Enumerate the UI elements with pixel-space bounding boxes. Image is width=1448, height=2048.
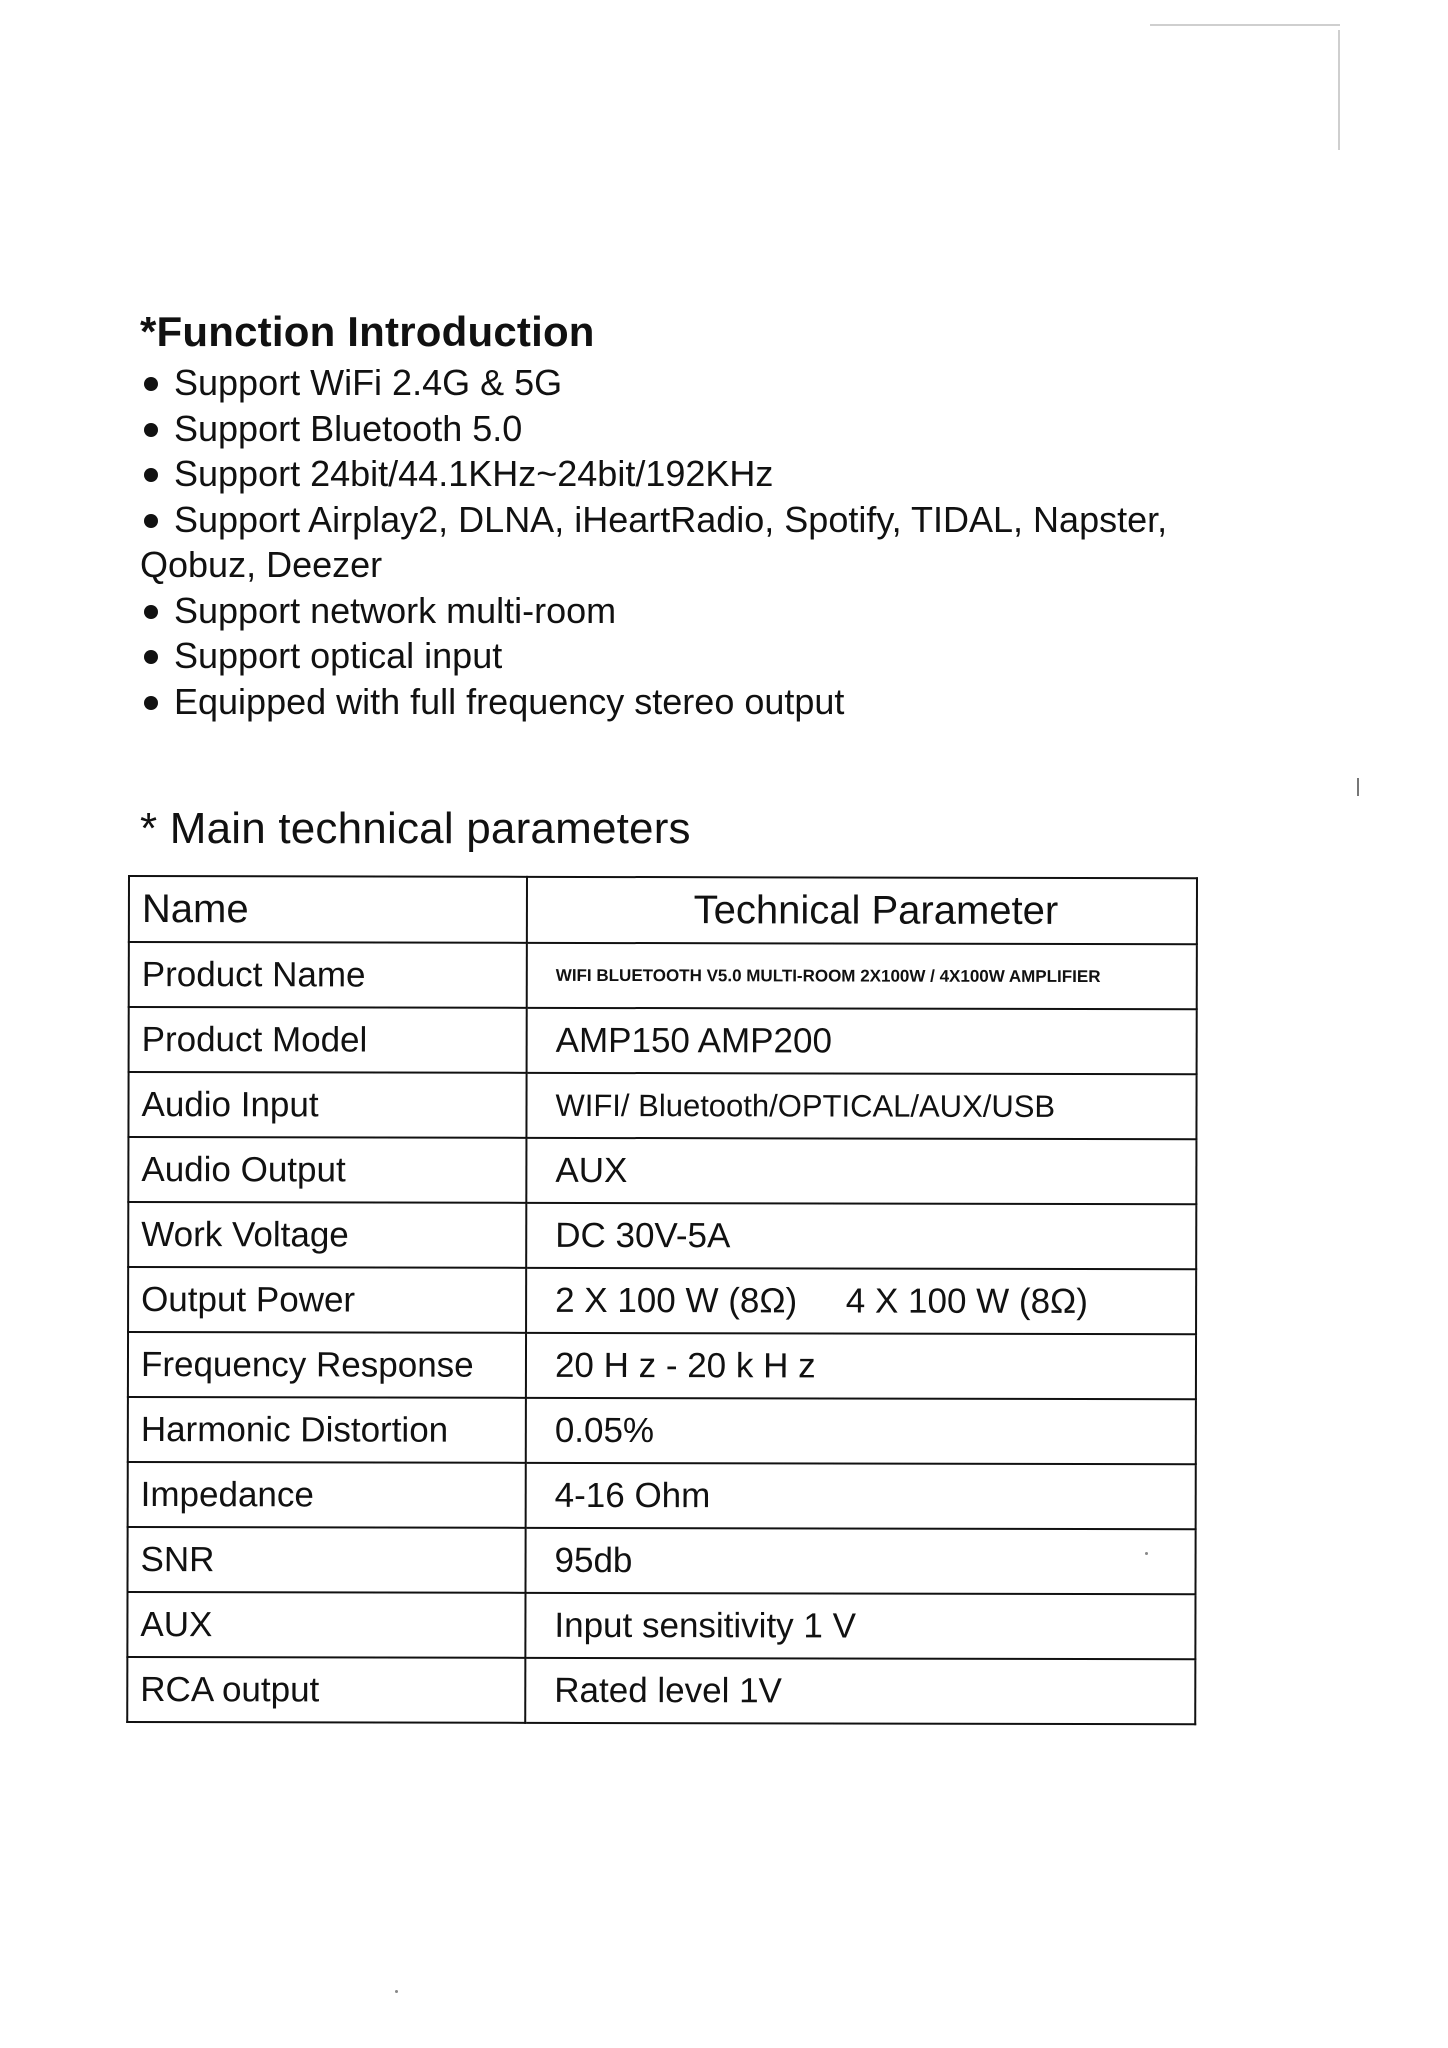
bullet-icon xyxy=(144,696,158,710)
feature-item: Support Airplay2, DLNA, iHeartRadio, Spotify, TIDAL, Napster, xyxy=(140,497,1260,543)
param-name: Product Model xyxy=(129,1007,527,1073)
table-row xyxy=(127,1527,1195,1594)
feature-list xyxy=(140,360,1260,724)
feature-item: Support WiFi 2.4G & 5G xyxy=(140,360,1260,406)
params-table xyxy=(126,875,1198,1725)
table-row xyxy=(127,1592,1195,1659)
header-value: Technical Parameter xyxy=(527,877,1197,944)
param-value: Rated level 1V xyxy=(525,1658,1195,1724)
table-row xyxy=(128,1072,1196,1139)
param-name: AUX xyxy=(127,1592,525,1658)
param-name: Work Voltage xyxy=(128,1202,526,1268)
param-value: AMP150 AMP200 xyxy=(527,1008,1197,1074)
table-row xyxy=(128,1137,1196,1204)
table-header-row xyxy=(129,876,1197,944)
param-value: DC 30V-5A xyxy=(526,1203,1196,1269)
bullet-icon xyxy=(144,377,158,391)
param-name: Audio Input xyxy=(128,1072,526,1138)
scan-mark-right xyxy=(1357,778,1359,796)
table-row xyxy=(128,1462,1196,1529)
param-name: Audio Output xyxy=(128,1137,526,1203)
scan-edge-top xyxy=(1150,24,1340,26)
param-name: Output Power xyxy=(128,1267,526,1333)
bullet-icon xyxy=(144,423,158,437)
feature-item: Support network multi-room xyxy=(140,588,1260,634)
param-name: Product Name xyxy=(129,942,527,1008)
table-row xyxy=(128,1397,1196,1464)
feature-item: Support optical input xyxy=(140,633,1260,679)
table-row xyxy=(128,1267,1196,1334)
param-name: SNR xyxy=(127,1527,525,1593)
bullet-icon xyxy=(144,468,158,482)
param-value: 95db xyxy=(525,1528,1195,1594)
params-title: * Main technical parameters xyxy=(140,804,691,853)
table-row xyxy=(128,1202,1196,1269)
feature-item: Equipped with full frequency stereo output xyxy=(140,679,1260,725)
param-name: Frequency Response xyxy=(128,1332,526,1398)
param-value: Input sensitivity 1 V xyxy=(525,1593,1195,1659)
param-value: WIFI BLUETOOTH V5.0 MULTI-ROOM 2X100W / 4X100W AMPLIFIER xyxy=(527,943,1197,1009)
function-intro-title: *Function Introduction xyxy=(140,308,595,355)
table-row xyxy=(129,1007,1197,1074)
feature-item-continuation: Qobuz, Deezer xyxy=(140,544,383,585)
scan-speck xyxy=(395,1990,398,1993)
bullet-icon xyxy=(144,650,158,664)
param-value: AUX xyxy=(526,1138,1196,1204)
bullet-icon xyxy=(144,514,158,528)
table-row xyxy=(128,1332,1196,1399)
table-row xyxy=(127,1657,1195,1724)
param-name: RCA output xyxy=(127,1657,525,1723)
param-name: Impedance xyxy=(128,1462,526,1528)
table-row xyxy=(129,942,1197,1009)
param-name: Harmonic Distortion xyxy=(128,1397,526,1463)
param-value: WIFI/ Bluetooth/OPTICAL/AUX/USB xyxy=(526,1073,1196,1139)
feature-item: Support 24bit/44.1KHz~24bit/192KHz xyxy=(140,451,1260,497)
scan-edge-right xyxy=(1338,30,1340,150)
header-name: Name xyxy=(129,876,527,943)
param-value: 2 X 100 W (8Ω) 4 X 100 W (8Ω) xyxy=(526,1268,1196,1334)
bullet-icon xyxy=(144,605,158,619)
feature-item: Support Bluetooth 5.0 xyxy=(140,406,1260,452)
param-value: 4-16 Ohm xyxy=(526,1463,1196,1529)
param-value: 20 H z - 20 k H z xyxy=(526,1333,1196,1399)
param-value: 0.05% xyxy=(526,1398,1196,1464)
